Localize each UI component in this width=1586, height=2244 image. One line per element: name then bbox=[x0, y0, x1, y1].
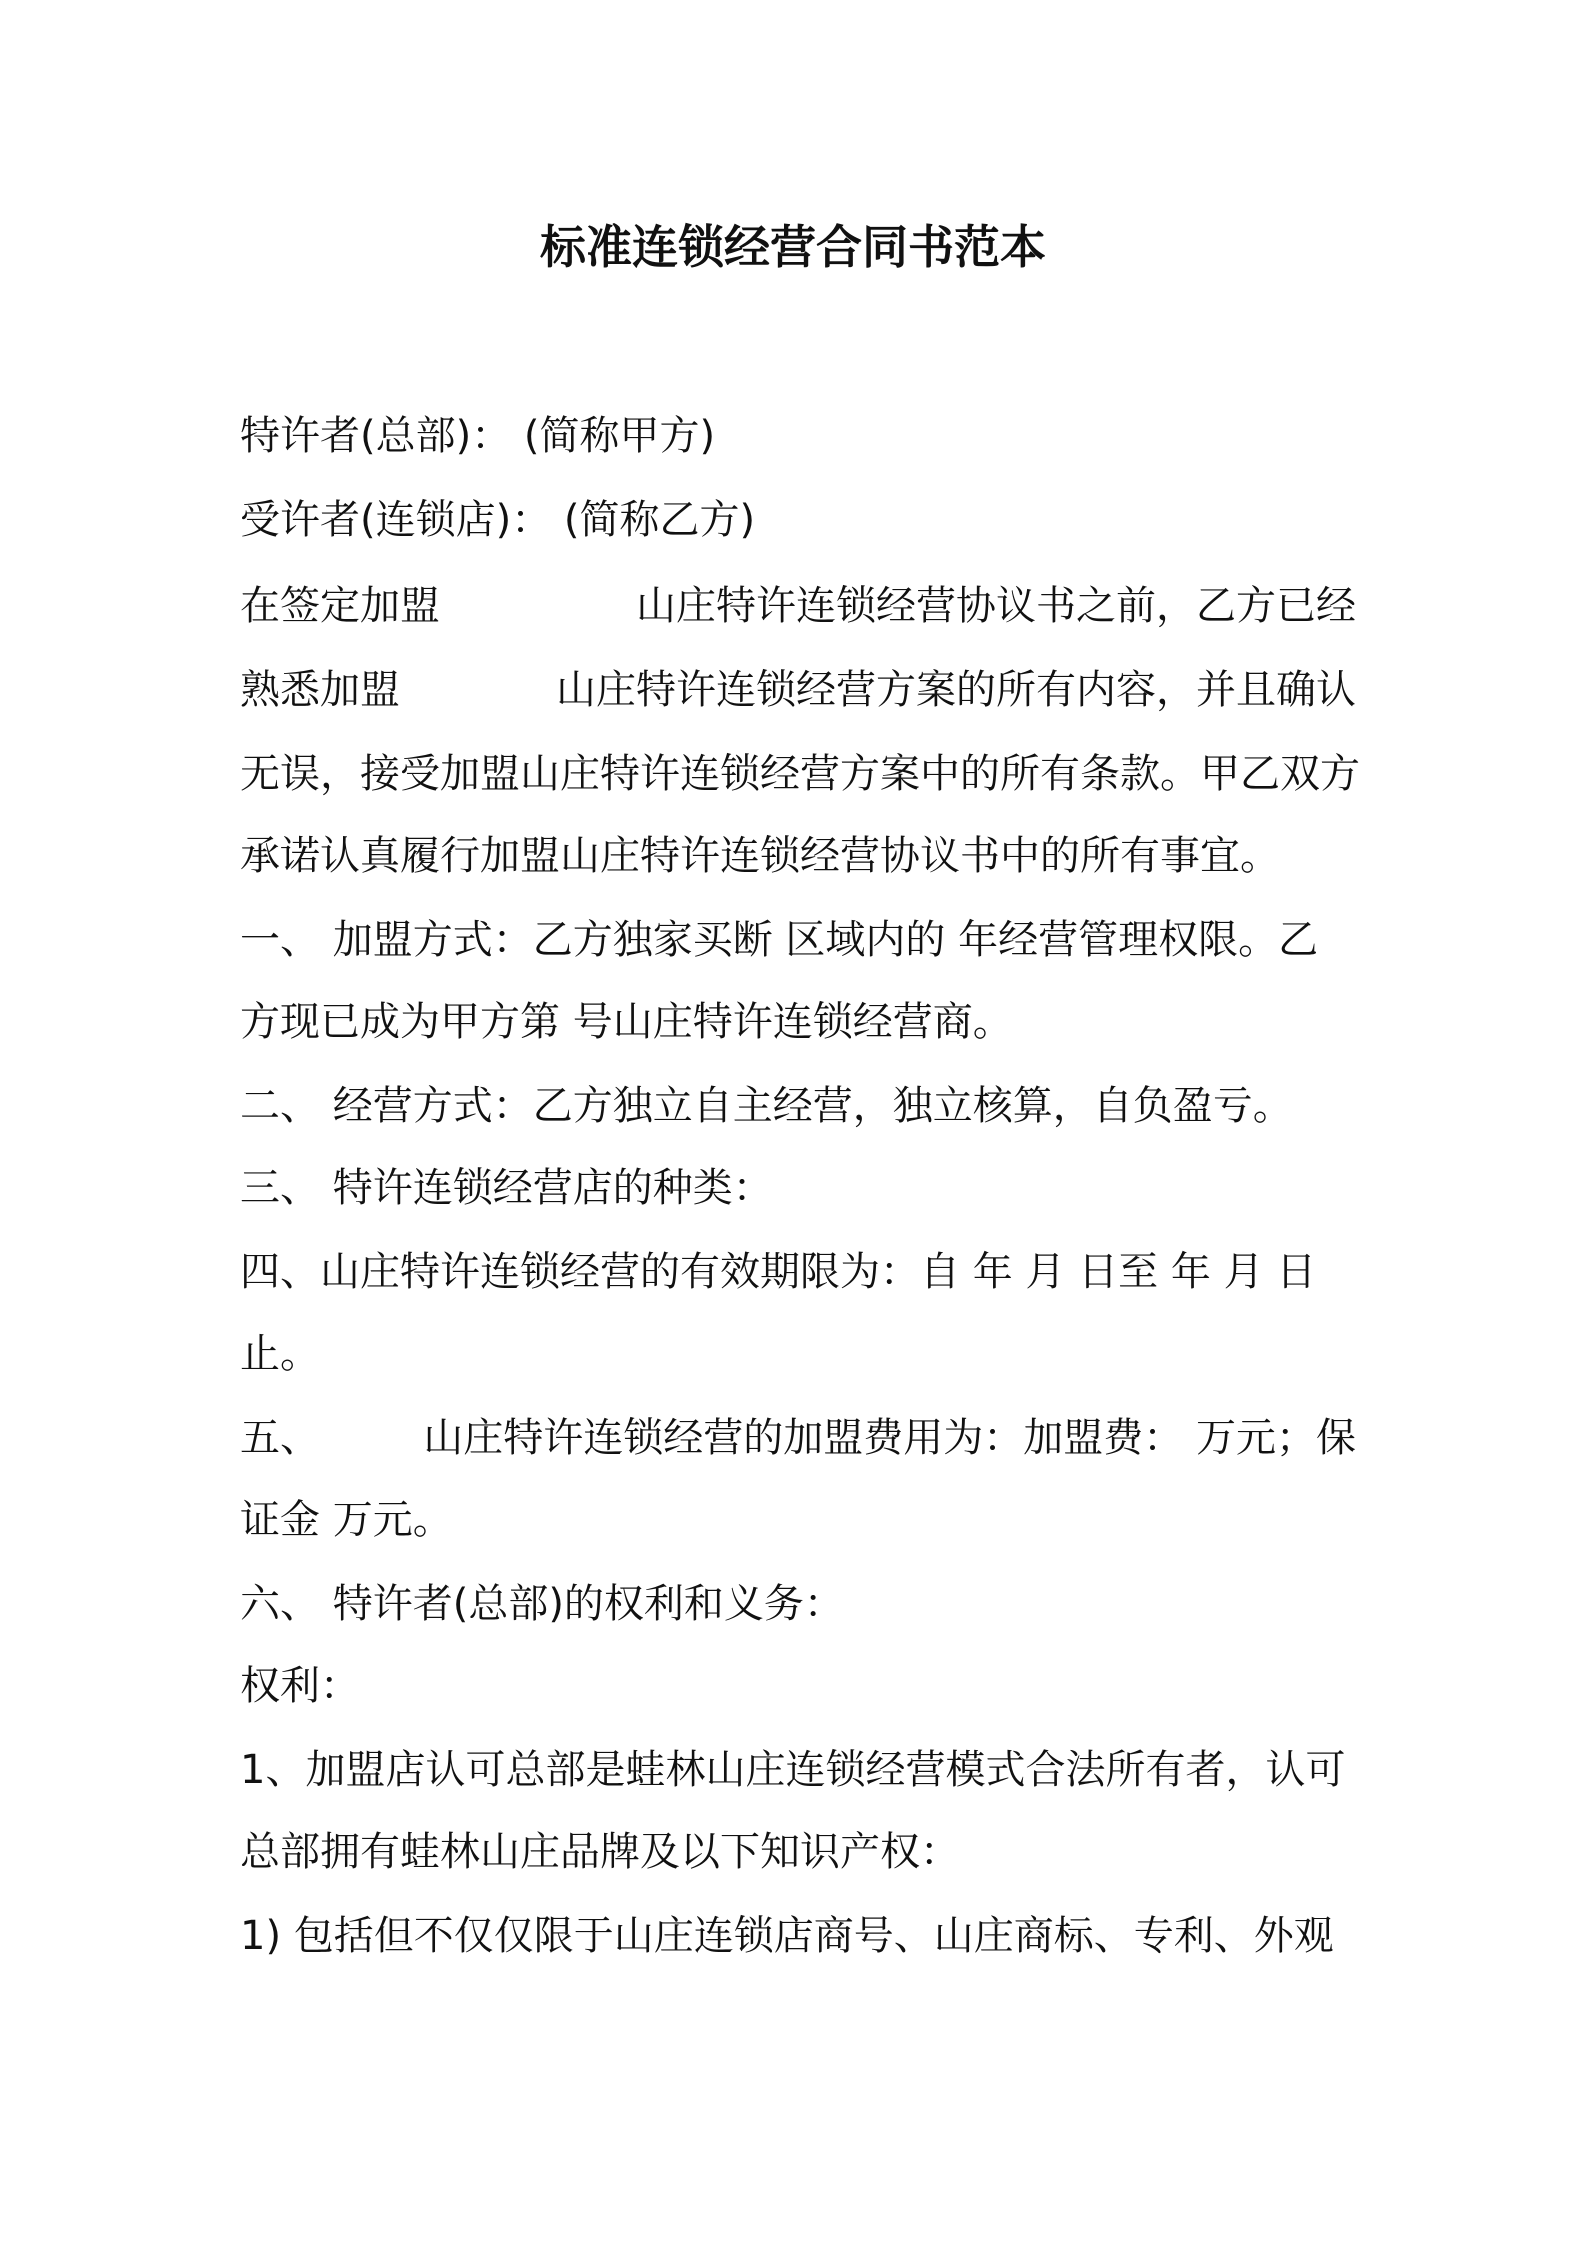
text-fragment: 山庄特许连锁经营协议书之前，乙方已经 bbox=[636, 583, 1356, 629]
clause-4-continuation: 止。 bbox=[240, 1331, 320, 1377]
clause-4-line: 四、山庄特许连锁经营的有效期限为：自 年 月 日至 年 月 日 bbox=[240, 1249, 1317, 1295]
clause-5-line bbox=[240, 1408, 1356, 1468]
paragraph-line: 承诺认真履行加盟山庄特许连锁经营协议书中的所有事宜。 bbox=[240, 833, 1280, 879]
text-fragment: 熟悉加盟 bbox=[240, 667, 400, 713]
clause-1-continuation: 方现已成为甲方第 号山庄特许连锁经营商。 bbox=[240, 999, 1013, 1045]
paragraph-line bbox=[240, 660, 1356, 720]
franchisor-line: 特许者(总部)： (简称甲方) bbox=[240, 413, 716, 459]
document-title: 标准连锁经营合同书范本 bbox=[540, 220, 1046, 274]
franchisee-line: 受许者(连锁店)： (简称乙方) bbox=[240, 497, 756, 543]
text-fragment: 在签定加盟 bbox=[240, 583, 440, 629]
clause-5-continuation: 证金 万元。 bbox=[240, 1497, 453, 1543]
text-fragment: 山庄特许连锁经营方案的所有内容，并且确认 bbox=[556, 667, 1356, 713]
paragraph-line bbox=[240, 576, 1356, 636]
text-fragment: 山庄特许连锁经营的加盟费用为：加盟费： 万元；保 bbox=[423, 1415, 1356, 1461]
rights-subitem-1: 1) 包括但不仅仅限于山庄连锁店商号、山庄商标、专利、外观 bbox=[240, 1913, 1334, 1959]
paragraph-line: 无误，接受加盟山庄特许连锁经营方案中的所有条款。甲乙双方 bbox=[240, 751, 1360, 797]
text-fragment: 五、 bbox=[240, 1415, 320, 1461]
clause-3-line: 三、 特许连锁经营店的种类： bbox=[240, 1165, 773, 1211]
clause-6-line: 六、 特许者(总部)的权利和义务： bbox=[240, 1581, 844, 1627]
clause-1-line: 一、 加盟方式：乙方独家买断 区域内的 年经营管理权限。乙 bbox=[240, 917, 1319, 963]
rights-item-1-continuation: 总部拥有蛙林山庄品牌及以下知识产权： bbox=[240, 1829, 960, 1875]
rights-heading: 权利： bbox=[240, 1663, 360, 1709]
clause-2-line: 二、 经营方式：乙方独立自主经营，独立核算，自负盈亏。 bbox=[240, 1083, 1293, 1129]
rights-item-1: 1、加盟店认可总部是蛙林山庄连锁经营模式合法所有者，认可 bbox=[240, 1747, 1346, 1793]
